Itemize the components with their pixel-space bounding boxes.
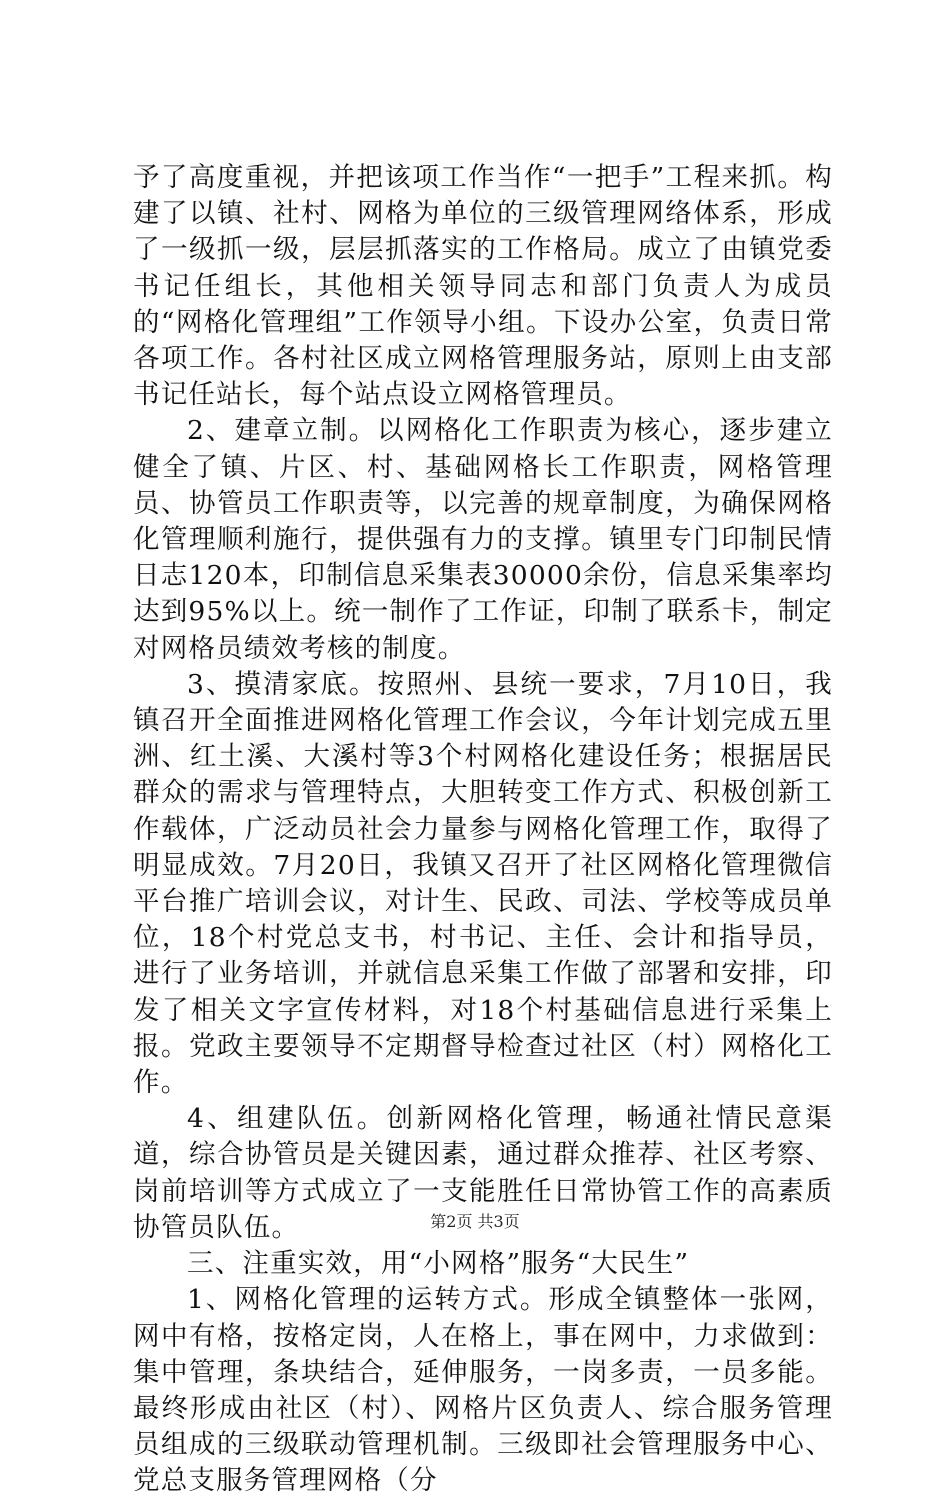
page-number-footer: 第2页 共3页 (430, 1212, 520, 1231)
document-body (133, 160, 833, 1500)
paragraph-regulations: 2、建章立制。以网格化工作职责为核心，逐步建立健全了镇、片区、村、基础网格长工作职责，网格管理员、协管员工作职责等，以完善的规章制度，为确保网格化管理顺利施行，提供强有力的支撑。镇里专门印制民情日志120本，印制信息采集表30000余份，信息采集率均达到95%以上。统一制作了工作证，印制了联系卡，制定对网格员绩效考核的制度。 (133, 415, 833, 664)
paragraph-operation: 1、网格化管理的运转方式。形成全镇整体一张网，网中有格，按格定岗，人在格上，事在网中，力求做到：集中管理，条块结合，延伸服务，一岗多责，一员多能。最终形成由社区（村）、网格片区负责人、综合服务管理员组成的三级联动管理机制。三级即社会管理服务中心、党总支服务管理网格（分 (133, 1284, 833, 1497)
paragraph-continuation: 予了高度重视，并把该项工作当作“一把手”工程来抓。构建了以镇、社村、网格为单位的三级管理网络体系，形成了一级抓一级，层层抓落实的工作格局。成立了由镇党委书记任组长，其他相关领导同志和部门负责人为成员的“网格化管理组”工作领导小组。下设办公室，负责日常各项工作。各村社区成立网格管理服务站，原则上由支部书记任站长，每个站点设立网格管理员。 (133, 162, 833, 411)
paragraph-team: 4、组建队伍。创新网格化管理，畅通社情民意渠道，综合协管员是关键因素，通过群众推荐、社区考察、岗前培训等方式成立了一支能胜任日常协管工作的高素质协管员队伍。 (133, 1103, 833, 1243)
paragraph-survey: 3、摸清家底。按照州、县统一要求，7月10日，我镇召开全面推进网格化管理工作会议，今年计划完成五里洲、红土溪、大溪村等3个村网格化建设任务；根据居民群众的需求与管理特点，大胆转变工作方式、积极创新工作载体，广泛动员社会力量参与网格化管理工作，取得了明显成效。7月20日，我镇又召开了社区网格化管理微信平台推广培训会议，对计生、民政、司法、学校等成员单位，18个村党总支书，村书记、主任、会计和指导员，进行了业务培训，并就信息采集工作做了部署和安排，印发了相关文字宣传材料，对18个村基础信息进行采集上报。党政主要领导不定期督导检查过社区（村）网格化工作。 (133, 668, 833, 1099)
section-heading: 三、注重实效，用“小网格”服务“大民生” (187, 1248, 690, 1280)
